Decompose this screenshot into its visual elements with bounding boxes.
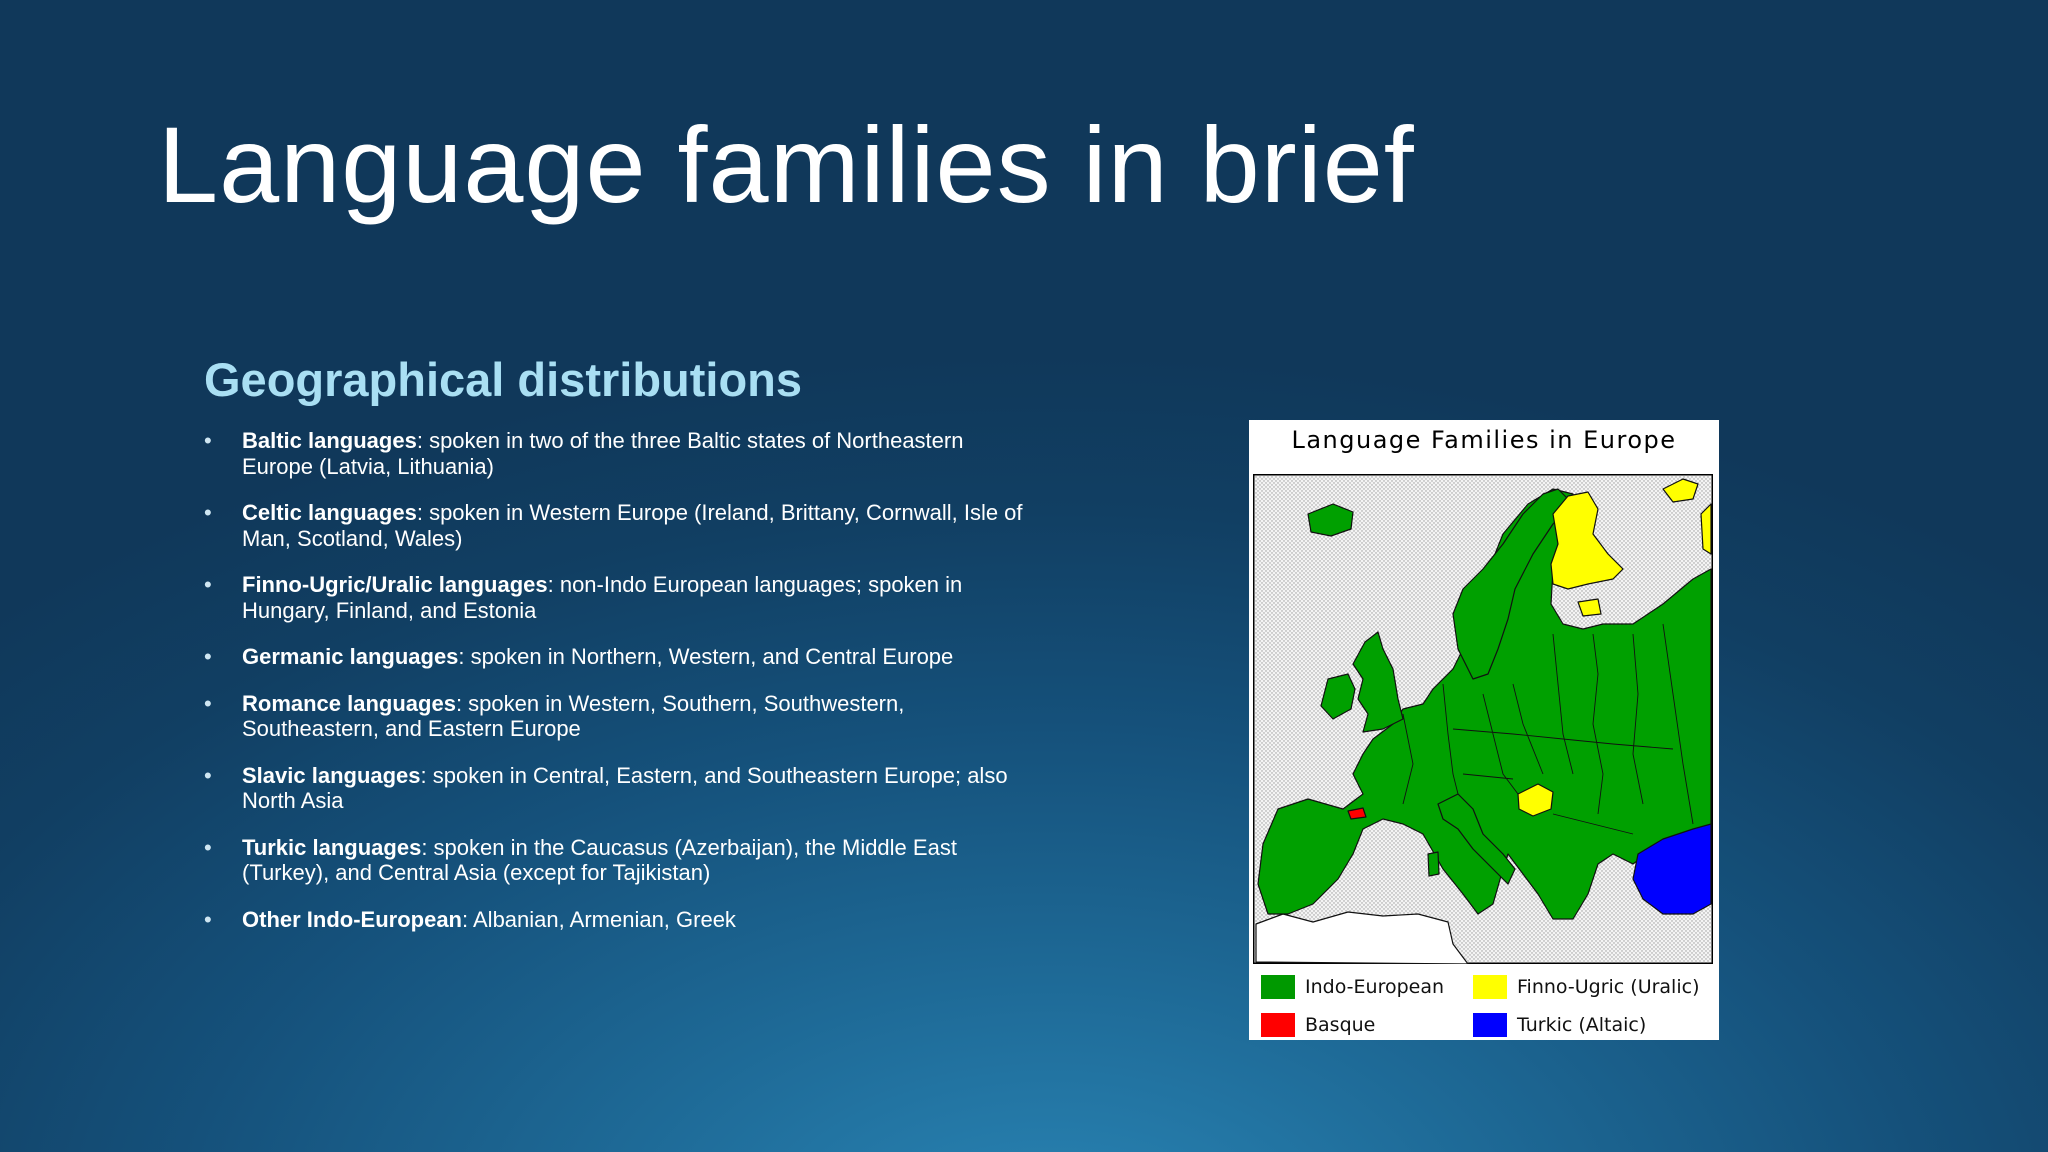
legend-swatch-blue — [1473, 1013, 1507, 1037]
map-title: Language Families in Europe — [1291, 426, 1677, 454]
europe-language-map — [1249, 420, 1719, 1040]
legend-item-turkic — [1473, 1010, 1646, 1040]
bullet-term: Celtic languages — [242, 500, 417, 525]
bullet-term: Romance languages — [242, 690, 456, 716]
bullet-text: : spoken in two of the three Baltic states of Northeastern Europe (Latvia, Lithuania) — [242, 428, 964, 479]
bullet-text: : spoken in Northern, Western, and Central Europe — [458, 644, 954, 669]
bullet-item-slavic — [204, 763, 1024, 814]
bullet-item-baltic — [204, 428, 1024, 479]
bullet-text: : non-Indo European languages; spoken in Hungary, Finland, and Estonia — [242, 572, 963, 623]
bullet-icon: • — [204, 500, 212, 525]
bullet-text: : Albanian, Armenian, Greek — [462, 906, 736, 932]
bullet-icon: • — [204, 644, 212, 669]
bullet-term: Turkic languages — [242, 834, 422, 860]
bullet-term: Baltic languages — [242, 428, 417, 453]
bullet-term: Germanic languages — [242, 644, 459, 669]
bullet-item-germanic — [204, 644, 1024, 670]
bullet-text: : spoken in the Caucasus (Azerbaijan), the Middle East (Turkey), and Central Asia (except for Tajikistan) — [242, 834, 957, 885]
bullet-icon: • — [204, 906, 212, 932]
bullet-icon: • — [204, 762, 212, 788]
bullet-item-finno-ugric — [204, 572, 1024, 623]
map-legend — [1249, 968, 1719, 1040]
legend-label: Indo-European — [1305, 976, 1445, 998]
bullet-text: : spoken in Central, Eastern, and Southeastern Europe; also North Asia — [242, 762, 1008, 813]
legend-item-finno-ugric — [1473, 972, 1699, 1002]
section-subtitle: Geographical distributions — [204, 353, 803, 406]
bullet-text: : spoken in Western Europe (Ireland, Brittany, Cornwall, Isle of Man, Scotland, Wales) — [242, 500, 1023, 551]
bullet-item-romance — [204, 691, 1024, 742]
bullet-icon: • — [204, 572, 212, 597]
bullet-item-celtic — [204, 500, 1024, 551]
bullet-item-turkic — [204, 835, 1024, 886]
slide-title: Language families in brief — [158, 104, 1415, 225]
bullet-item-other-indo-european — [204, 907, 1024, 933]
bullet-term: Finno-Ugric/Uralic languages — [242, 572, 548, 597]
north-africa-shape — [1256, 912, 1468, 964]
legend-swatch-red — [1261, 1013, 1295, 1037]
legend-label: Finno-Ugric (Uralic) — [1517, 976, 1700, 998]
map-image — [1253, 474, 1713, 964]
legend-swatch-yellow — [1473, 975, 1507, 999]
sardinia-shape — [1428, 852, 1439, 876]
legend-label: Turkic (Altaic) — [1517, 1014, 1647, 1036]
bullet-icon: • — [204, 428, 212, 453]
legend-label: Basque — [1305, 1014, 1376, 1036]
bullet-list — [204, 428, 1024, 953]
bullet-icon: • — [204, 834, 212, 860]
legend-item-basque — [1261, 1010, 1375, 1040]
legend-item-indo-european — [1261, 972, 1444, 1002]
legend-swatch-green — [1261, 975, 1295, 999]
bullet-term: Slavic languages — [242, 762, 421, 788]
bullet-icon: • — [204, 690, 212, 716]
bullet-text: : spoken in Western, Southern, Southwestern, Southeastern, and Eastern Europe — [242, 690, 905, 741]
bullet-term: Other Indo-European — [242, 906, 462, 932]
